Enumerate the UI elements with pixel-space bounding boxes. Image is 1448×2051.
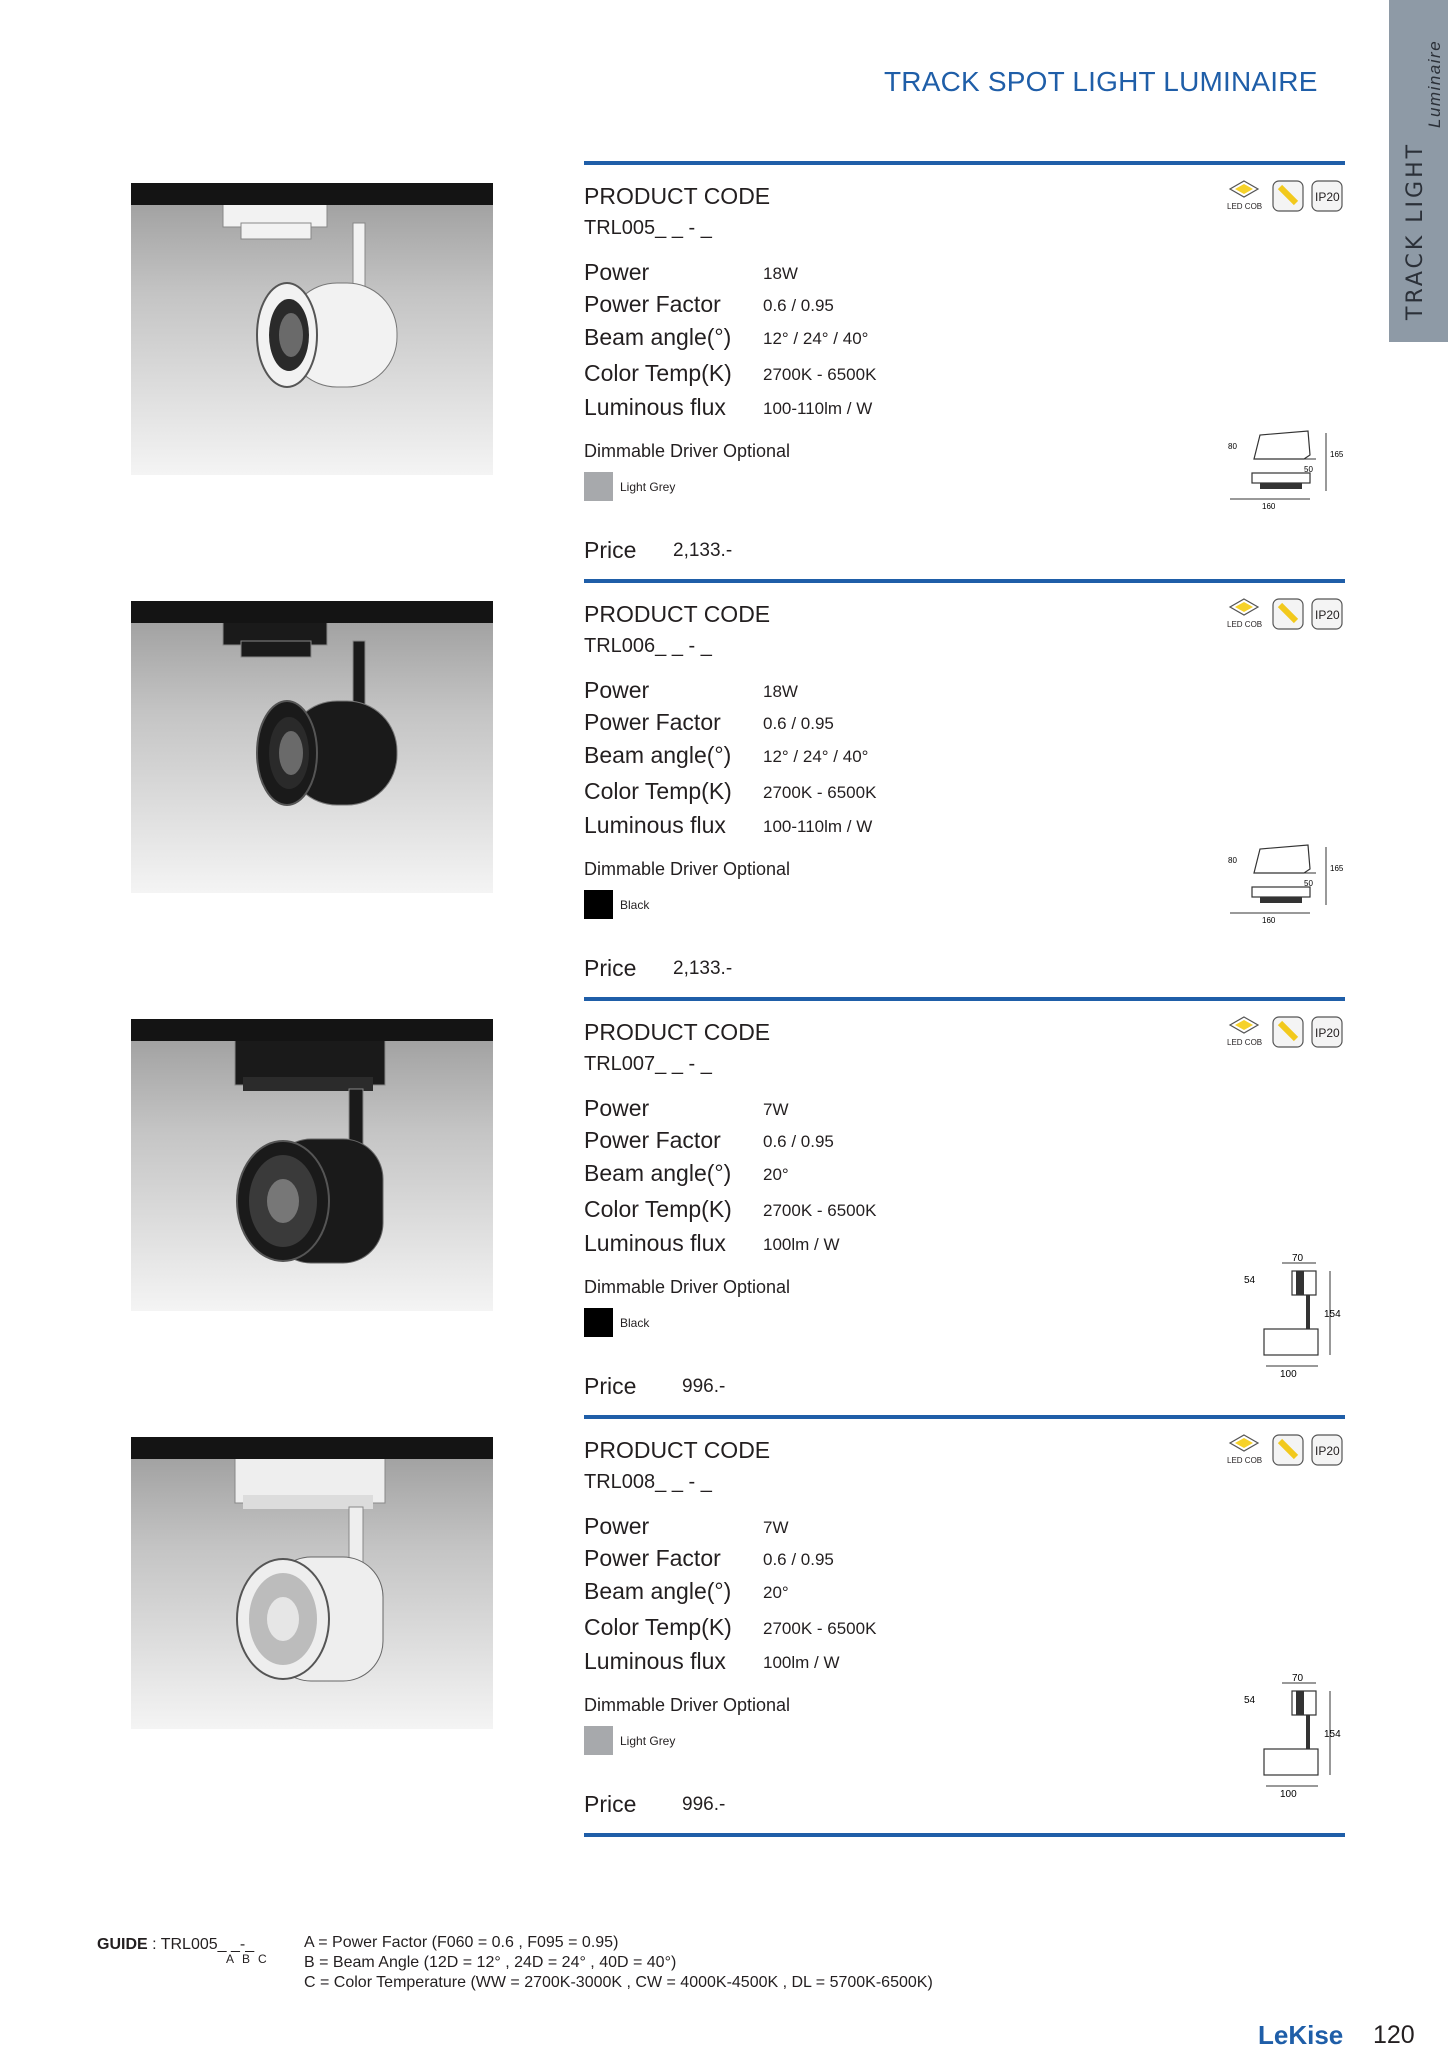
color-swatch	[584, 1726, 613, 1755]
price-label: Price	[584, 1791, 637, 1817]
feature-icons	[1224, 179, 1346, 223]
svg-text:70: 70	[1292, 1673, 1304, 1684]
svg-text:IP20: IP20	[1315, 1026, 1340, 1040]
price-label: Price	[584, 1373, 637, 1399]
feature-icons	[1224, 597, 1346, 641]
color-temp-label: Color Temp(K)	[584, 1614, 732, 1640]
svg-text:154: 154	[1324, 1729, 1341, 1740]
svg-text:54: 54	[1244, 1695, 1256, 1706]
beam-angle-value: 20°	[763, 1583, 789, 1602]
product-code-label: PRODUCT CODE	[584, 183, 771, 209]
bottom-divider	[584, 1833, 1345, 1837]
dimmable-note: Dimmable Driver Optional	[584, 859, 791, 879]
power-value: 7W	[763, 1100, 789, 1119]
product-code: TRL005_ _ - _	[584, 217, 712, 239]
svg-text:70: 70	[1292, 1253, 1304, 1264]
luminous-flux-value: 100-110lm / W	[763, 399, 873, 418]
product-code: TRL008_ _ - _	[584, 1471, 712, 1493]
dimmable-note: Dimmable Driver Optional	[584, 441, 791, 461]
luminous-flux-value: 100lm / W	[763, 1235, 840, 1254]
power-label: Power	[584, 1513, 650, 1539]
svg-text:100: 100	[1280, 1369, 1297, 1380]
luminous-flux-label: Luminous flux	[584, 394, 726, 420]
svg-text:LED COB: LED COB	[1227, 202, 1263, 211]
color-temp-value: 2700K - 6500K	[763, 783, 877, 802]
product-block	[0, 183, 1448, 601]
product-code-label: PRODUCT CODE	[584, 1437, 771, 1463]
side-tab-sublabel: Luminaire	[1425, 39, 1444, 128]
product-divider	[584, 1415, 1345, 1419]
luminous-flux-label: Luminous flux	[584, 1648, 726, 1674]
power-factor-label: Power Factor	[584, 1545, 721, 1571]
svg-text:IP20: IP20	[1315, 190, 1340, 204]
price-value: 2,133.-	[673, 958, 733, 979]
svg-text:54: 54	[1244, 1275, 1256, 1286]
color-temp-label: Color Temp(K)	[584, 360, 732, 386]
dimension-drawing	[1226, 427, 1346, 522]
power-label: Power	[584, 677, 650, 703]
svg-text:IP20: IP20	[1315, 1444, 1340, 1458]
svg-text:LED COB: LED COB	[1227, 1038, 1263, 1047]
color-swatch-label: Black	[620, 1316, 650, 1330]
color-swatch-label: Black	[620, 898, 650, 912]
power-factor-label: Power Factor	[584, 1127, 721, 1153]
svg-text:100: 100	[1280, 1789, 1297, 1800]
dimension-drawing	[1236, 1671, 1346, 1806]
svg-text:154: 154	[1324, 1309, 1341, 1320]
product-code: TRL007_ _ - _	[584, 1053, 712, 1075]
power-factor-label: Power Factor	[584, 291, 721, 317]
power-value: 18W	[763, 682, 798, 701]
power-factor-label: Power Factor	[584, 709, 721, 735]
price-label: Price	[584, 537, 637, 563]
color-temp-value: 2700K - 6500K	[763, 1201, 877, 1220]
power-value: 18W	[763, 264, 798, 283]
beam-angle-value: 12° / 24° / 40°	[763, 747, 869, 766]
product-photo	[131, 1019, 493, 1311]
svg-text:80: 80	[1228, 442, 1237, 451]
feature-icons	[1224, 1015, 1346, 1059]
product-divider	[584, 997, 1345, 1001]
dimmable-note: Dimmable Driver Optional	[584, 1277, 791, 1297]
svg-text:160: 160	[1262, 916, 1276, 925]
price-value: 996.-	[682, 1794, 726, 1815]
luminous-flux-label: Luminous flux	[584, 1230, 726, 1256]
product-code-label: PRODUCT CODE	[584, 1019, 771, 1045]
beam-angle-label: Beam angle(°)	[584, 1160, 732, 1186]
price-value: 996.-	[682, 1376, 726, 1397]
color-swatch-label: Light Grey	[620, 1734, 676, 1748]
luminous-flux-value: 100lm / W	[763, 1653, 840, 1672]
color-swatch	[584, 1308, 613, 1337]
guide-label: GUIDE : TRL005_ _-_	[97, 1936, 255, 1953]
luminous-flux-value: 100-110lm / W	[763, 817, 873, 836]
svg-text:LED COB: LED COB	[1227, 1456, 1263, 1465]
color-swatch	[584, 472, 613, 501]
power-factor-value: 0.6 / 0.95	[763, 1132, 834, 1151]
color-swatch-label: Light Grey	[620, 480, 676, 494]
page-number: 120	[1373, 2021, 1415, 2049]
color-temp-value: 2700K - 6500K	[763, 365, 877, 384]
power-factor-value: 0.6 / 0.95	[763, 1550, 834, 1569]
product-divider	[584, 161, 1345, 165]
svg-text:165: 165	[1330, 864, 1344, 873]
guide-line-c: C = Color Temperature (WW = 2700K-3000K , CW = 4000K-4500K , DL = 5700K-6500K)	[304, 1974, 933, 1991]
product-block	[0, 1019, 1448, 1437]
svg-text:50: 50	[1304, 465, 1313, 474]
dimension-drawing	[1236, 1251, 1346, 1386]
product-photo	[131, 183, 493, 475]
guide-line-b: B = Beam Angle (12D = 12° , 24D = 24° , 40D = 40°)	[304, 1954, 677, 1971]
power-value: 7W	[763, 1518, 789, 1537]
svg-text:80: 80	[1228, 856, 1237, 865]
svg-text:50: 50	[1304, 879, 1313, 888]
power-factor-value: 0.6 / 0.95	[763, 296, 834, 315]
svg-text:LED COB: LED COB	[1227, 620, 1263, 629]
product-divider	[584, 579, 1345, 583]
brand-logo: LeKise	[1258, 2020, 1344, 2050]
product-photo	[131, 601, 493, 893]
color-temp-value: 2700K - 6500K	[763, 1619, 877, 1638]
color-swatch	[584, 890, 613, 919]
product-block	[0, 601, 1448, 1019]
guide-abc: ABC	[226, 1952, 275, 1966]
beam-angle-value: 12° / 24° / 40°	[763, 329, 869, 348]
price-label: Price	[584, 955, 637, 981]
beam-angle-label: Beam angle(°)	[584, 324, 732, 350]
side-tab-label: TRACK LIGHT	[1403, 141, 1428, 320]
beam-angle-label: Beam angle(°)	[584, 742, 732, 768]
product-code: TRL006_ _ - _	[584, 635, 712, 657]
luminous-flux-label: Luminous flux	[584, 812, 726, 838]
svg-text:160: 160	[1262, 502, 1276, 511]
product-code-label: PRODUCT CODE	[584, 601, 771, 627]
svg-text:165: 165	[1330, 450, 1344, 459]
page-title: TRACK SPOT LIGHT LUMINAIRE	[884, 66, 1318, 97]
power-factor-value: 0.6 / 0.95	[763, 714, 834, 733]
guide-line-a: A = Power Factor (F060 = 0.6 , F095 = 0.95)	[304, 1934, 619, 1951]
dimmable-note: Dimmable Driver Optional	[584, 1695, 791, 1715]
color-temp-label: Color Temp(K)	[584, 778, 732, 804]
product-block	[0, 1437, 1448, 1855]
power-label: Power	[584, 1095, 650, 1121]
product-photo	[131, 1437, 493, 1729]
dimension-drawing	[1226, 841, 1346, 936]
power-label: Power	[584, 259, 650, 285]
svg-text:IP20: IP20	[1315, 608, 1340, 622]
feature-icons	[1224, 1433, 1346, 1477]
beam-angle-label: Beam angle(°)	[584, 1578, 732, 1604]
beam-angle-value: 20°	[763, 1165, 789, 1184]
color-temp-label: Color Temp(K)	[584, 1196, 732, 1222]
price-value: 2,133.-	[673, 540, 733, 561]
